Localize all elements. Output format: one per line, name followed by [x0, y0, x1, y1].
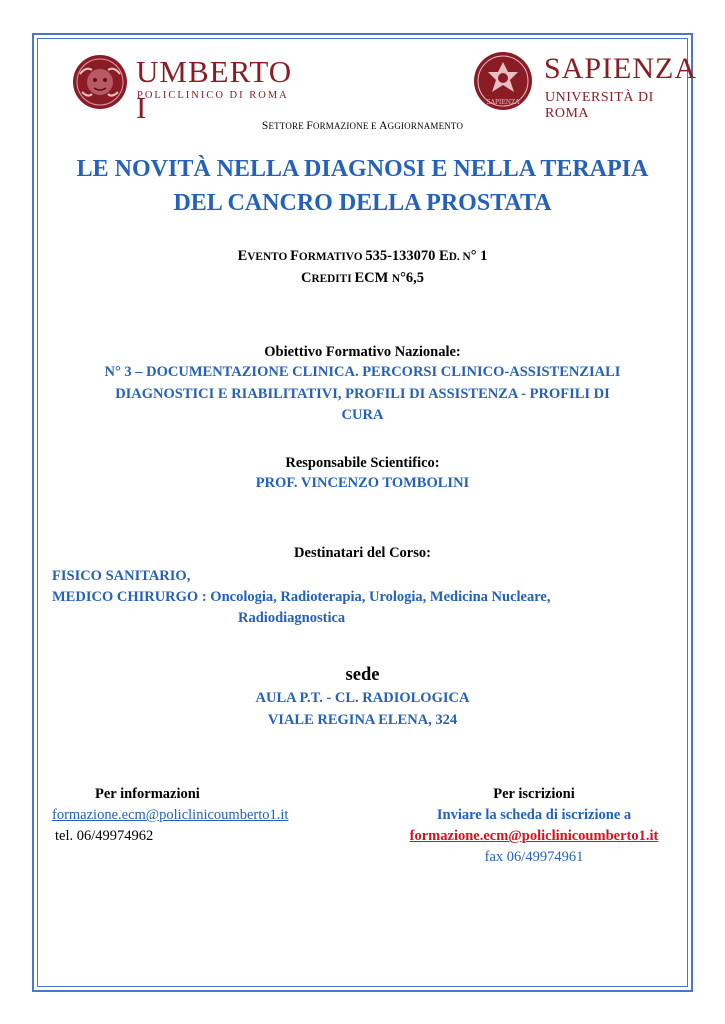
iscrizioni-fax: fax 06/49974961: [484, 849, 584, 865]
sede-line-1: AULA P.T. - CL. RADIOLOGICA: [255, 690, 470, 706]
evento-block: [40, 246, 685, 290]
settore-line: SETTORE FORMAZIONE E AGGIORNAMENTO: [261, 120, 464, 132]
iscrizioni-column: [384, 784, 684, 868]
obiettivo-label: Obiettivo Formativo Nazionale:: [264, 344, 461, 360]
sede-address: [40, 688, 685, 731]
responsabile-label: Responsabile Scientifico:: [285, 455, 440, 471]
sapienza-name: SAPIENZA: [544, 52, 698, 85]
obiettivo-line-1: N° 3 – DOCUMENTAZIONE CLINICA. PERCORSI CLINICO-ASSISTENZIALI: [104, 364, 621, 380]
responsabile-name: PROF. VINCENZO TOMBOLINI: [255, 475, 470, 491]
sapienza-logo: [472, 50, 698, 121]
iscrizioni-text: Inviare la scheda di iscrizione a: [436, 807, 632, 823]
sapienza-seal-icon: [472, 50, 534, 112]
obiettivo-text: [40, 362, 685, 427]
sede-label: sede: [345, 665, 380, 685]
page-title: [40, 152, 685, 220]
title-line-1: LE NOVITÀ NELLA DIAGNOSI E NELLA TERAPIA: [76, 156, 649, 182]
crediti-line: CREDITI ECM N°6,5: [300, 270, 425, 286]
info-column: [52, 784, 322, 847]
iscrizioni-label: Per iscrizioni: [493, 786, 575, 802]
info-email-link[interactable]: formazione.ecm@policlinicoumberto1.it: [52, 807, 289, 823]
title-line-2: DEL CANCRO DELLA PROSTATA: [173, 190, 552, 216]
destinatari-label: Destinatari del Corso:: [294, 545, 431, 561]
iscrizioni-email-link[interactable]: formazione.ecm@policlinicoumberto1.it: [409, 828, 659, 844]
umberto-subtitle: POLICLINICO DI ROMA: [137, 90, 289, 101]
obiettivo-line-3: CURA: [341, 407, 384, 423]
destinatari-line-1: FISICO SANITARIO,: [52, 568, 191, 584]
destinatari-list: [52, 566, 672, 629]
destinatari-line-2: MEDICO CHIRURGO : Oncologia, Radioterapia, Urologia, Medicina Nucleare,: [52, 589, 551, 605]
sede-line-2: VIALE REGINA ELENA, 324: [267, 711, 458, 728]
evento-line: EVENTO FORMATIVO 535-133070 ED. N° 1: [237, 248, 488, 264]
umberto-name: UMBERTO I: [136, 54, 293, 125]
obiettivo-line-2: DIAGNOSTICI E RIABILITATIVI, PROFILI DI ASSISTENZA - PROFILI DI: [115, 385, 610, 402]
umberto-logo: [70, 52, 293, 125]
info-tel: tel. 06/49974962: [55, 828, 154, 844]
medusa-seal-icon: [70, 52, 130, 112]
info-label: Per informazioni: [95, 786, 200, 802]
sapienza-seal-text: SAPIENZA: [486, 99, 520, 106]
sapienza-subtitle: UNIVERSITÀ DI ROMA: [545, 90, 654, 121]
destinatari-line-3: Radiodiagnostica: [238, 610, 346, 626]
